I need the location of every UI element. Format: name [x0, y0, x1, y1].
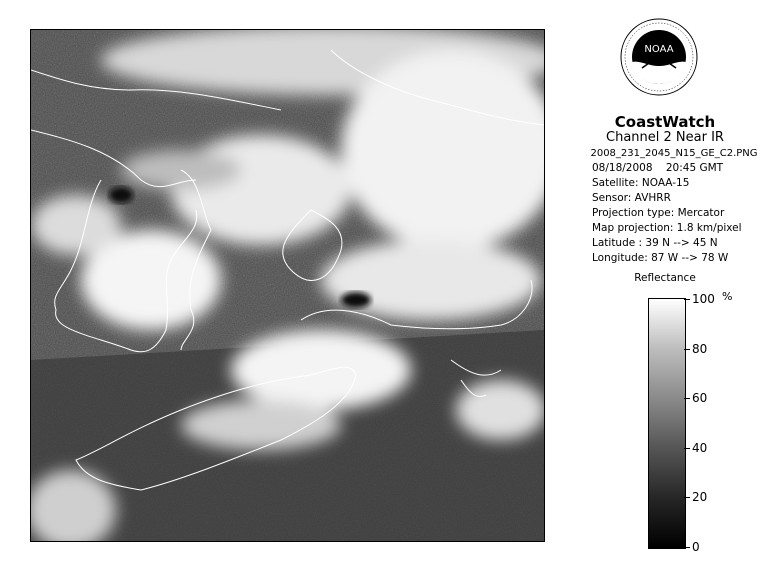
- colorbar-tick-label: 0: [692, 540, 700, 554]
- legend-title: Reflectance: [634, 272, 696, 284]
- colorbar-tick-label: 40: [692, 440, 708, 455]
- colorbar-tick: [684, 299, 690, 300]
- colorbar-tick-label: 60: [692, 391, 708, 406]
- logo-text: NOAA: [644, 44, 674, 55]
- colorbar-tick: [684, 497, 690, 498]
- metadata-list: [592, 161, 782, 266]
- map-projection-line: Map projection: 1.8 km/pixel: [592, 222, 742, 234]
- product-title: Channel 2 Near IR: [606, 130, 724, 145]
- noaa-logo: [620, 18, 698, 96]
- latitude-line: Latitude : 39 N --> 45 N: [592, 237, 718, 249]
- colorbar-tick-label: 100: [692, 292, 715, 306]
- time-value: 20:45 GMT: [665, 162, 724, 174]
- brand-title: CoastWatch: [614, 113, 716, 131]
- sensor-line: Sensor: AVHRR: [592, 192, 671, 204]
- legend-unit: %: [722, 290, 733, 303]
- colorbar-tick-label: 80: [692, 341, 708, 356]
- satellite-line: Satellite: NOAA-15: [592, 177, 690, 189]
- colorbar-tick-label: 20: [692, 490, 708, 505]
- colorbar-tick: [684, 547, 690, 548]
- reflectance-colorbar: [648, 298, 686, 549]
- colorbar-tick: [684, 448, 690, 449]
- colorbar-tick: [684, 349, 690, 350]
- projection-type-line: Projection type: Mercator: [592, 207, 725, 219]
- colorbar-tick: [684, 398, 690, 399]
- longitude-line: Longitude: 87 W --> 78 W: [592, 252, 729, 264]
- filename: 2008_231_2045_N15_GE_C2.PNG: [590, 148, 758, 159]
- satellite-image: [30, 29, 545, 542]
- date-time-row: [592, 161, 782, 176]
- date-value: 08/18/2008: [592, 162, 653, 174]
